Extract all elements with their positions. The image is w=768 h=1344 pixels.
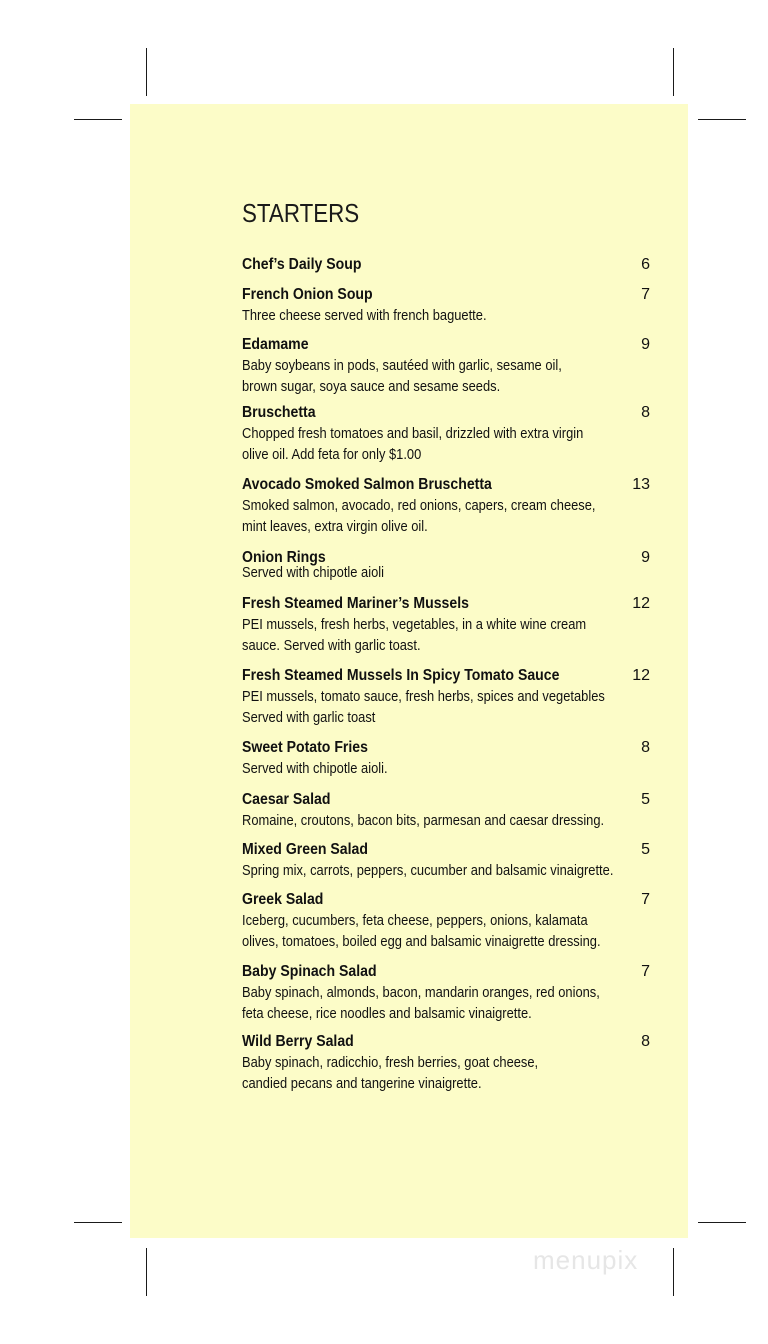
menu-item-price: 8 (641, 404, 650, 421)
menu-item-name: Fresh Steamed Mussels In Spicy Tomato Sauce (242, 667, 560, 684)
menu-item (242, 256, 650, 276)
menu-item-header (242, 336, 650, 356)
menu-item-name: Edamame (242, 336, 309, 353)
menu-item-price: 8 (641, 1033, 650, 1050)
menu-item-price: 5 (641, 841, 650, 858)
menu-item-header (242, 1033, 650, 1053)
menu-item-description: Three cheese served with french baguette. (242, 307, 487, 324)
menu-item-header (242, 256, 650, 276)
menu-item-description: olive oil. Add feta for only $1.00 (242, 446, 422, 463)
menu-item-description: Baby soybeans in pods, sautéed with garlic, sesame oil, (242, 357, 562, 374)
menu-item-name: Greek Salad (242, 891, 324, 908)
menu-item-description: Baby spinach, radicchio, fresh berries, goat cheese, (242, 1054, 539, 1071)
menu-item-price: 9 (641, 336, 650, 353)
menu-item-header (242, 891, 650, 911)
menu-item-description: PEI mussels, tomato sauce, fresh herbs, spices and vegetables (242, 688, 605, 705)
menu-item-header (242, 404, 650, 424)
menu-item-price: 12 (632, 595, 650, 612)
menu-item-price: 8 (641, 739, 650, 756)
menu-item-header (242, 476, 650, 496)
crop-mark-top-left (146, 48, 147, 96)
menu-item-description: feta cheese, rice noodles and balsamic vinaigrette. (242, 1005, 532, 1022)
menu-item-price: 7 (641, 286, 650, 303)
menu-item-header (242, 963, 650, 983)
menu-item-price: 7 (641, 963, 650, 980)
menu-item-description: Baby spinach, almonds, bacon, mandarin oranges, red onions, (242, 984, 600, 1001)
menu-item-price: 9 (641, 549, 650, 566)
crop-mark-right-top (698, 119, 746, 120)
crop-mark-left-bottom (74, 1222, 122, 1223)
menu-item-name: Mixed Green Salad (242, 841, 368, 858)
menu-item-price: 5 (641, 791, 650, 808)
menu-item-name: Baby Spinach Salad (242, 963, 377, 980)
menu-item-description: mint leaves, extra virgin olive oil. (242, 518, 428, 535)
menu-item (242, 336, 650, 398)
menu-item-price: 12 (632, 667, 650, 684)
crop-mark-top-right (673, 48, 674, 96)
menu-item (242, 739, 650, 780)
menu-item-name: French Onion Soup (242, 286, 373, 303)
menu-item-name: Onion Rings (242, 549, 326, 566)
crop-mark-right-bottom (698, 1222, 746, 1223)
menu-item-description: Spring mix, carrots, peppers, cucumber and balsamic vinaigrette. (242, 862, 614, 879)
menu-item-price: 13 (632, 476, 650, 493)
menu-item-description: brown sugar, soya sauce and sesame seeds. (242, 378, 501, 395)
menu-item-description: Romaine, croutons, bacon bits, parmesan and caesar dressing. (242, 812, 605, 829)
menu-item (242, 841, 650, 882)
menu-item-price: 6 (641, 256, 650, 273)
menu-item (242, 476, 650, 538)
menu-item (242, 549, 650, 584)
menu-item (242, 891, 650, 953)
menu-item (242, 963, 650, 1025)
menu-item-header (242, 791, 650, 811)
menu-item-description: Smoked salmon, avocado, red onions, capers, cream cheese, (242, 497, 596, 514)
menu-item (242, 404, 650, 466)
menu-item (242, 595, 650, 657)
menu-item (242, 1033, 650, 1095)
menu-item-description: Iceberg, cucumbers, feta cheese, peppers, onions, kalamata (242, 912, 588, 929)
menu-item-name: Fresh Steamed Mariner’s Mussels (242, 595, 469, 612)
menu-item-description: sauce. Served with garlic toast. (242, 637, 421, 654)
menu-item (242, 791, 650, 832)
watermark-logo: menupix (533, 1245, 639, 1275)
menu-item-name: Bruschetta (242, 404, 316, 421)
menu-item-description: Served with garlic toast (242, 709, 376, 726)
menu-item-header (242, 841, 650, 861)
menu-item-name: Sweet Potato Fries (242, 739, 368, 756)
menu-item-name: Wild Berry Salad (242, 1033, 354, 1050)
menu-item-description: Served with chipotle aioli (242, 564, 384, 581)
menu-item (242, 286, 650, 327)
menu-item-header (242, 286, 650, 306)
menu-item-header (242, 595, 650, 615)
menu-item-header (242, 667, 650, 687)
menu-item-price: 7 (641, 891, 650, 908)
crop-mark-bottom-left (146, 1248, 147, 1296)
menu-item-description: candied pecans and tangerine vinaigrette. (242, 1075, 482, 1092)
menu-item-description: Served with chipotle aioli. (242, 760, 388, 777)
crop-mark-bottom-right (673, 1248, 674, 1296)
menu-item-description: PEI mussels, fresh herbs, vegetables, in a white wine cream (242, 616, 587, 633)
menu-item-name: Chef’s Daily Soup (242, 256, 362, 273)
menu-item-header (242, 739, 650, 759)
menu-item (242, 667, 650, 729)
menu-item-name: Caesar Salad (242, 791, 331, 808)
menu-item-name: Avocado Smoked Salmon Bruschetta (242, 476, 492, 493)
section-title: STARTERS (242, 198, 360, 228)
menu-item-description: Chopped fresh tomatoes and basil, drizzled with extra virgin (242, 425, 584, 442)
crop-mark-left-top (74, 119, 122, 120)
menu-card (130, 104, 688, 1238)
menu-item-description: olives, tomatoes, boiled egg and balsamic vinaigrette dressing. (242, 933, 601, 950)
